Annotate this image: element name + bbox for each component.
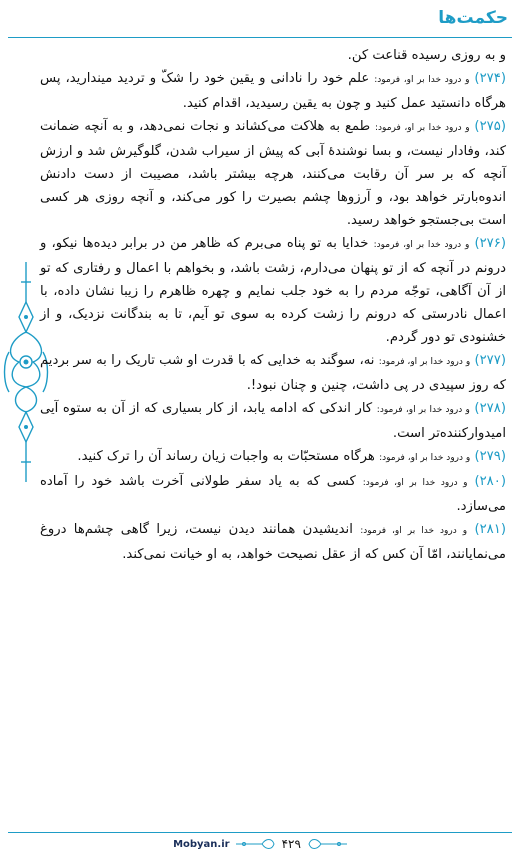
hikmat-274 <box>40 67 506 115</box>
left-flourish-icon <box>236 838 276 850</box>
hikmat-text: اندیشیدن همانند دیدن نیست، زیرا گاهی چشم‌ها دروغ می‌نمایانند، امّا آن کس که از عقل نصیحت خواهد، به او خیانت نمی‌کند. <box>40 522 506 562</box>
hikmat-text: کسی که به یاد سفر طولانی آخرت باشد خود را آماده می‌سازد. <box>40 474 506 514</box>
hikmat-intro: و درود خدا بر او، فرمود: <box>376 405 470 415</box>
document-body <box>40 44 506 566</box>
hikmat-text: علم خود را نادانی و یقین خود را شکّ و تردید میندارید، پس هرگاه دانستید عمل کنید و چون به یقین رسیدید، اقدام کنید. <box>40 71 506 111</box>
hikmat-intro: و درود خدا بر او، فرمود: <box>375 123 470 133</box>
hikmat-number: (۲۸۰) <box>474 474 506 489</box>
site-watermark: Mobyan.ir <box>173 838 230 850</box>
hikmat-intro: و درود خدا بر او، فرمود: <box>374 75 470 85</box>
hikmat-text: کار اندکی که ادامه یابد، از کار بسیاری که از آن به ستوه آیی امیدوارکننده‌تر است. <box>40 401 506 441</box>
intro-line: و به روزی رسیده قناعت کن. <box>347 48 506 63</box>
hikmat-281 <box>40 518 506 566</box>
hikmat-text: خدایا به تو پناه می‌برم که ظاهر من در برابر دیده‌ها نیکو، و درونم در آنچه که از تو پنهان می‌دارم، زشت باشد، و بخواهم با اعمال و رفتاری که تو از آن آگاهی، توجّه مردم را به خود جلب نمایم و چهره ظاهرم را زیبا نشان داده، با اعمال نادرستی که درونم را زشت کرده به سوی تو آیم، تا به بندگانت نزدیک، و از خشنودی تو دور گردم. <box>40 236 506 345</box>
hikmat-275 <box>40 115 506 232</box>
hikmat-number: (۲۷۹) <box>474 449 506 464</box>
hikmat-text: نه، سوگند به خدایی که با قدرت او شب تاریک را به سر بردیم که روز سپیدی در پی داشت، چنین و چنان نبود!. <box>40 353 506 393</box>
hikmat-intro: و درود خدا بر او، فرمود: <box>360 526 468 536</box>
hikmat-number: (۲۷۴) <box>474 71 506 86</box>
header-rule <box>8 37 512 38</box>
hikmat-number: (۲۸۱) <box>474 522 506 537</box>
hikmat-intro: و درود خدا بر او، فرمود: <box>379 453 471 463</box>
hikmat-intro: و درود خدا بر او، فرمود: <box>373 240 470 250</box>
hikmat-280 <box>40 470 506 518</box>
hikmat-number: (۲۷۷) <box>474 353 506 368</box>
page-number: ۴۲۹ <box>281 837 301 851</box>
hikmat-276 <box>40 232 506 349</box>
hikmat-277 <box>40 349 506 397</box>
hikmat-intro: و درود خدا بر او، فرمود: <box>362 478 468 488</box>
hikmat-278 <box>40 397 506 445</box>
page-footer <box>0 834 520 854</box>
right-flourish-icon <box>307 838 347 850</box>
hikmat-number: (۲۷۵) <box>474 119 506 134</box>
hikmat-279 <box>40 445 506 470</box>
footer-rule <box>8 832 512 833</box>
hikmat-number: (۲۷۸) <box>474 401 506 416</box>
hikmat-text: طمع به هلاکت می‌کشاند و نجات نمی‌دهد، و به آنچه ضمانت کند، وفادار نیست، و بسا نوشندهٔ آبی که پیش از سیراب شدن، گلوگیرش شد و ارزش آنچه که بر سر آن رقابت می‌کنند، هرچه بیشتر باشد، مصیبت از دست دادنش اندوه‌بارتر خواهد بود، و آرزوها چشم بصیرت را کور می‌کند، و آنچه روزی هر کسی است بی‌جستجو خواهد رسید. <box>40 119 506 228</box>
hikmat-text: هرگاه مستحبّات به واجبات زیان رساند آن را ترک کنید. <box>77 449 375 464</box>
running-header: حکمت‌ها <box>438 8 508 28</box>
hikmat-intro: و درود خدا بر او، فرمود: <box>378 357 471 367</box>
hikmat-number: (۲۷۶) <box>474 236 506 251</box>
